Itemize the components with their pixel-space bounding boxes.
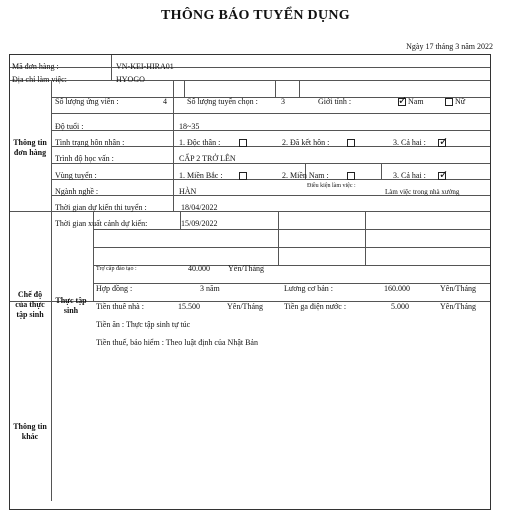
col-divider [278, 211, 279, 265]
col-divider [299, 80, 300, 97]
col-divider [365, 211, 366, 265]
document-title: THÔNG BÁO TUYỂN DỤNG [161, 8, 350, 23]
allowance-unit: Yên/Tháng [228, 264, 264, 273]
order-info-section-label: Thông tin đơn hàng [13, 138, 47, 157]
row-divider [93, 229, 490, 230]
tax-insurance-text: Tiền thuế, bảo hiểm : Theo luật định của Nhật Bản [96, 338, 258, 347]
rent-unit: Yên/Tháng [227, 302, 263, 311]
exam-date-label: Thời gian dự kiến thi tuyển : [55, 203, 147, 212]
col-divider [184, 80, 185, 97]
region-opt2-checkbox[interactable] [347, 172, 355, 180]
selected-value: 3 [281, 97, 285, 106]
applicants-value: 4 [163, 97, 167, 106]
marital-opt2-label: 2. Đã kết hôn : [282, 138, 330, 147]
gender-male-label: Nam [408, 97, 424, 106]
row-divider [10, 80, 490, 81]
utilities-label: Tiền ga điện nước : [284, 302, 347, 311]
region-opt1-label: 1. Miền Bắc : [179, 171, 223, 180]
utilities-value: 5.000 [391, 302, 409, 311]
age-value: 18~35 [179, 122, 200, 131]
age-label: Độ tuổi : [55, 122, 84, 131]
base-salary-unit: Yên/Tháng [440, 284, 476, 293]
gender-female-label: Nữ [455, 97, 466, 106]
base-salary-label: Lương cơ bản : [284, 284, 334, 293]
col-divider [51, 80, 52, 501]
job-label: Ngành nghề : [55, 187, 99, 196]
document-date: Ngày 17 tháng 3 năm 2022 [406, 42, 493, 51]
departure-label: Thời gian xuất cảnh dự kiến: [55, 219, 148, 228]
check-icon: ✓ [439, 169, 449, 181]
contract-label: Hợp đồng : [96, 284, 133, 293]
col-divider [173, 80, 174, 211]
row-divider [93, 247, 490, 248]
exam-date-value: 18/04/2022 [181, 203, 218, 212]
applicants-label: Số lượng ứng viên : [55, 97, 119, 106]
trainee-sub-label: Thực tập sinh [55, 296, 87, 315]
row-divider [10, 67, 490, 68]
check-icon: ✓ [439, 136, 449, 148]
meals-text: Tiền ăn : Thực tập sinh tự túc [96, 320, 191, 329]
marital-opt1-label: 1. Độc thân : [179, 138, 221, 147]
education-value: CẤP 2 TRỞ LÊN [179, 154, 236, 163]
marital-label: Tình trạng hôn nhân : [55, 138, 125, 147]
selected-label: Số lượng tuyển chọn : [187, 97, 258, 106]
departure-value: 15/09/2022 [181, 219, 218, 228]
work-condition-label: Điều kiện làm việc : [307, 183, 356, 189]
row-divider [51, 113, 490, 114]
order-code-label: Mã đơn hàng : [12, 62, 59, 71]
other-info-section-label: Thông tin khác [13, 422, 47, 441]
row-divider [51, 163, 490, 164]
marital-opt2-checkbox[interactable] [347, 139, 355, 147]
job-value: HÀN [179, 187, 197, 196]
marital-opt3-label: 3. Cả hai : [393, 138, 426, 147]
marital-opt1-checkbox[interactable] [239, 139, 247, 147]
row-divider [51, 130, 490, 131]
gender-female-checkbox[interactable] [445, 98, 453, 106]
order-code-value: VN-KEI-HIRA01 [116, 62, 174, 71]
base-salary-value: 160.000 [384, 284, 410, 293]
rent-value: 15.500 [178, 302, 200, 311]
allowance-value: 40.000 [188, 264, 210, 273]
workplace-value: HYOGO [116, 75, 145, 84]
col-divider [111, 55, 112, 80]
contract-value: 3 năm [200, 284, 220, 293]
row-divider [93, 265, 490, 266]
education-label: Trình độ học vấn : [55, 154, 114, 163]
gender-label: Giới tính : [318, 97, 352, 106]
region-opt2-label: 2. Miền Nam : [282, 171, 329, 180]
region-opt3-label: 3. Cả hai : [393, 171, 426, 180]
region-opt1-checkbox[interactable] [239, 172, 247, 180]
rent-label: Tiền thuê nhà : [96, 302, 144, 311]
allowance-label: Trợ cấp đào tạo : [96, 266, 137, 272]
region-label: Vùng tuyển : [55, 171, 97, 180]
utilities-unit: Yên/Tháng [440, 302, 476, 311]
benefits-section-label: Chế độ của thực tập sinh [15, 290, 45, 319]
workplace-label: Địa chỉ làm việc: [12, 75, 67, 84]
work-condition-value: Làm việc trong nhà xưởng [385, 188, 460, 196]
col-divider [381, 163, 382, 179]
col-divider [275, 80, 276, 97]
check-icon: ✓ [398, 95, 408, 107]
